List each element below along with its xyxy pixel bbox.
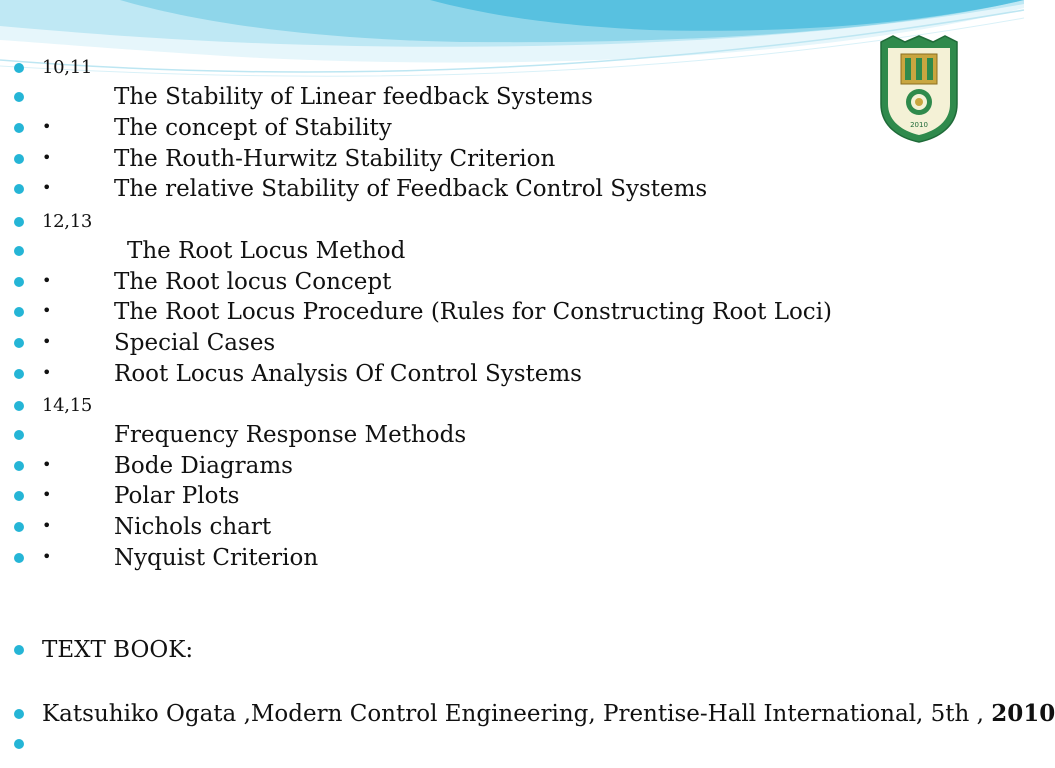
topic-heading: The Root Locus Method: [127, 238, 406, 264]
list-item: [0, 451, 1024, 481]
bullet-dot: [14, 277, 24, 287]
bullet-dot: [14, 401, 24, 411]
bullet-dot: [14, 92, 24, 102]
sub-bullet: •: [42, 178, 52, 197]
reference-year: 2010: [991, 700, 1055, 727]
sub-bullet: •: [42, 516, 52, 535]
bullet-dot: [14, 154, 24, 164]
bullet-dot: [14, 645, 24, 655]
subtopic-label: The relative Stability of Feedback Control Systems: [114, 176, 708, 202]
bullet-dot: [14, 307, 24, 317]
sub-bullet: •: [42, 547, 52, 566]
list-item: [0, 359, 1024, 389]
subtopic-label: Root Locus Analysis Of Control Systems: [114, 361, 582, 387]
list-item: [0, 82, 1024, 112]
list-item: [0, 236, 1024, 266]
bullet-dot: [14, 217, 24, 227]
list-item: [0, 391, 1024, 421]
bullet-dot: [14, 553, 24, 563]
list-item: [0, 481, 1024, 511]
bullet-dot: [14, 246, 24, 256]
textbook-reference: [42, 699, 1055, 729]
week-number: 12,13: [42, 211, 93, 232]
subtopic-label: The Root Locus Procedure (Rules for Constructing Root Loci): [114, 299, 833, 325]
bullet-dot: [14, 491, 24, 501]
list-item: [0, 328, 1024, 358]
bullet-dot: [14, 522, 24, 532]
list-item: [0, 420, 1024, 450]
list-item: [0, 113, 1024, 143]
list-item: [0, 297, 1024, 327]
topic-heading: Frequency Response Methods: [114, 422, 467, 448]
list-item: [0, 729, 1024, 759]
subtopic-label: Special Cases: [114, 330, 276, 356]
list-item: [0, 699, 1055, 729]
sub-bullet: •: [42, 332, 52, 351]
list-item: [0, 512, 1024, 542]
sub-bullet: •: [42, 148, 52, 167]
bullet-dot: [14, 338, 24, 348]
bullet-dot: [14, 184, 24, 194]
bullet-dot: [14, 63, 24, 73]
week-number: 10,11: [42, 57, 93, 78]
subtopic-label: Bode Diagrams: [114, 453, 293, 479]
subtopic-label: The Routh-Hurwitz Stability Criterion: [114, 146, 556, 172]
list-item: [0, 543, 1024, 573]
bullet-dot: [14, 123, 24, 133]
bullet-dot: [14, 709, 24, 719]
sub-bullet: •: [42, 363, 52, 382]
subtopic-label: Nichols chart: [114, 514, 272, 540]
subtopic-label: Nyquist Criterion: [114, 545, 319, 571]
sub-bullet: •: [42, 117, 52, 136]
sub-bullet: •: [42, 301, 52, 320]
sub-bullet: •: [42, 455, 52, 474]
list-item: [0, 53, 1024, 83]
bullet-dot: [14, 461, 24, 471]
list-item: [0, 207, 1024, 237]
subtopic-label: The Root locus Concept: [114, 269, 392, 295]
logo-year: 2010: [910, 121, 928, 129]
subtopic-label: Polar Plots: [114, 483, 240, 509]
list-item: [0, 144, 1024, 174]
list-item: [0, 635, 1024, 665]
sub-bullet: •: [42, 271, 52, 290]
textbook-heading: TEXT BOOK:: [42, 637, 194, 663]
subtopic-label: The concept of Stability: [114, 115, 392, 141]
week-number: 14,15: [42, 395, 93, 416]
list-item: [0, 267, 1024, 297]
list-item: [0, 174, 1024, 204]
sub-bullet: •: [42, 485, 52, 504]
topic-heading: The Stability of Linear feedback Systems: [114, 84, 593, 110]
bullet-dot: [14, 739, 24, 749]
reference-text: Katsuhiko Ogata ,Modern Control Engineering, Prentise-Hall International, 5th ,: [42, 701, 992, 727]
bullet-dot: [14, 369, 24, 379]
bullet-dot: [14, 430, 24, 440]
